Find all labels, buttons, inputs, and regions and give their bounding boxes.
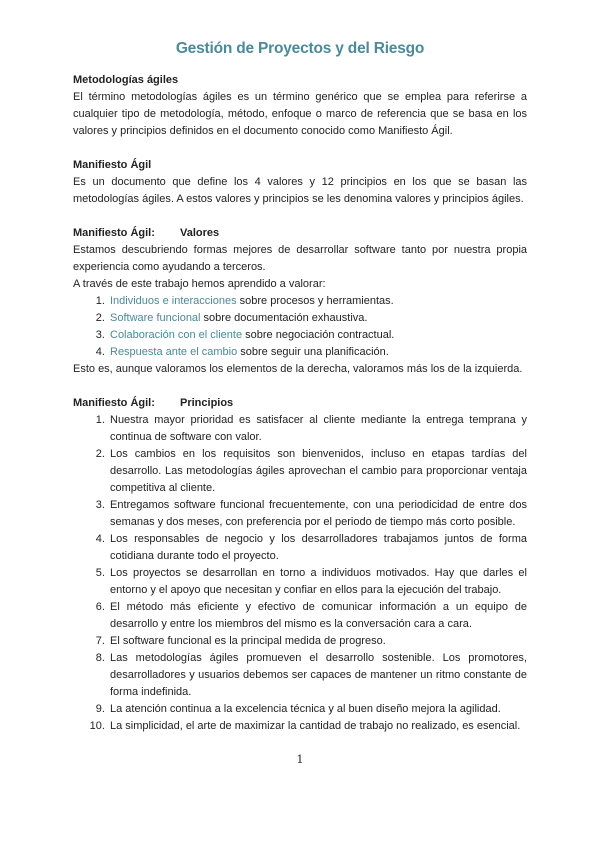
- value-highlight: Respuesta ante el cambio: [110, 346, 238, 358]
- section-valores: [73, 225, 527, 378]
- value-text: sobre procesos y herramientas.: [236, 295, 394, 307]
- section-body: Es un documento que define los 4 valores y 12 principios en los que se basan las metodologías ágiles. A estos valores y principios se les denomina valores y principios ágiles.: [73, 176, 527, 205]
- value-text: sobre negociación contractual.: [242, 329, 395, 341]
- section-heading: Manifiesto Ágil: [73, 159, 152, 171]
- principle-item: 5. Los proyectos se desarrollan en torno a individuos motivados. Hay que darles el entorno y el apoyo que necesitan y confiar en ellos para la ejecución del trabajo.: [108, 565, 527, 599]
- value-highlight: Colaboración con el cliente: [110, 329, 243, 341]
- section-principios: [73, 395, 527, 735]
- document-page: [73, 0, 527, 767]
- principle-item: 10. La simplicidad, el arte de maximizar la cantidad de trabajo no realizado, es esencial.: [108, 718, 527, 735]
- heading-prefix: Manifiesto Ágil:: [73, 397, 155, 409]
- principle-item: 4. Los responsables de negocio y los desarrolladores trabajamos juntos de forma cotidiana durante todo el proyecto.: [108, 531, 527, 565]
- section-heading: [73, 395, 527, 412]
- value-text: sobre documentación exhaustiva.: [200, 312, 368, 324]
- intro-paragraph: A través de este trabajo hemos aprendido a valorar:: [73, 278, 326, 290]
- value-text: sobre seguir una planificación.: [237, 346, 389, 358]
- section-metodologias: [73, 72, 527, 140]
- principle-item: 1. Nuestra mayor prioridad es satisfacer al cliente mediante la entrega temprana y continua de software con valor.: [108, 412, 527, 446]
- section-heading: [73, 225, 527, 242]
- principle-item: 3. Entregamos software funcional frecuentemente, con una periodicidad de entre dos semanas y dos meses, con preferencia por el periodo de tiempo más corto posible.: [108, 497, 527, 531]
- principle-item: 7. El software funcional es la principal medida de progreso.: [108, 633, 527, 650]
- values-list: [73, 293, 527, 361]
- document-title: Gestión de Proyectos y del Riesgo: [175, 40, 425, 57]
- value-item: [108, 293, 527, 310]
- value-highlight: Software funcional: [110, 312, 201, 324]
- page-number: 1: [296, 753, 304, 766]
- principle-item: 6. El método más eficiente y efectivo de comunicar información a un equipo de desarrollo y entre los miembros del mismo es la conversación cara a cara.: [108, 599, 527, 633]
- value-item: [108, 344, 527, 361]
- principle-item: 2. Los cambios en los requisitos son bienvenidos, incluso en etapas tardías del desarrollo. Las metodologías ágiles aprovechan el cambio para proporcionar ventaja competitiva al cliente.: [108, 446, 527, 497]
- principle-item: 9. La atención continua a la excelencia técnica y al buen diseño mejora la agilidad.: [108, 701, 527, 718]
- section-body: El término metodologías ágiles es un término genérico que se emplea para referirse a cualquier tipo de metodología, método, enfoque o marco de referencia que se basa en los valores y principios definidos en el documento conocido como Manifiesto Ágil.: [73, 91, 527, 137]
- value-item: [108, 310, 527, 327]
- intro-paragraph: Estamos descubriendo formas mejores de desarrollar software tanto por nuestra propia experiencia como ayudando a terceros.: [73, 244, 527, 273]
- heading-suffix: Valores: [180, 227, 220, 239]
- outro-paragraph: Esto es, aunque valoramos los elementos de la derecha, valoramos más los de la izquierda.: [73, 363, 523, 375]
- heading-prefix: Manifiesto Ágil:: [73, 227, 155, 239]
- heading-suffix: Principios: [180, 397, 234, 409]
- value-highlight: Individuos e interacciones: [110, 295, 237, 307]
- principles-list: [73, 412, 527, 735]
- section-heading: Metodologías ágiles: [73, 74, 179, 86]
- section-manifiesto: [73, 157, 527, 208]
- value-item: [108, 327, 527, 344]
- principle-item: 8. Las metodologías ágiles promueven el desarrollo sostenible. Los promotores, desarrolladores y usuarios debemos ser capaces de mantener un ritmo constante de forma indefinida.: [108, 650, 527, 701]
